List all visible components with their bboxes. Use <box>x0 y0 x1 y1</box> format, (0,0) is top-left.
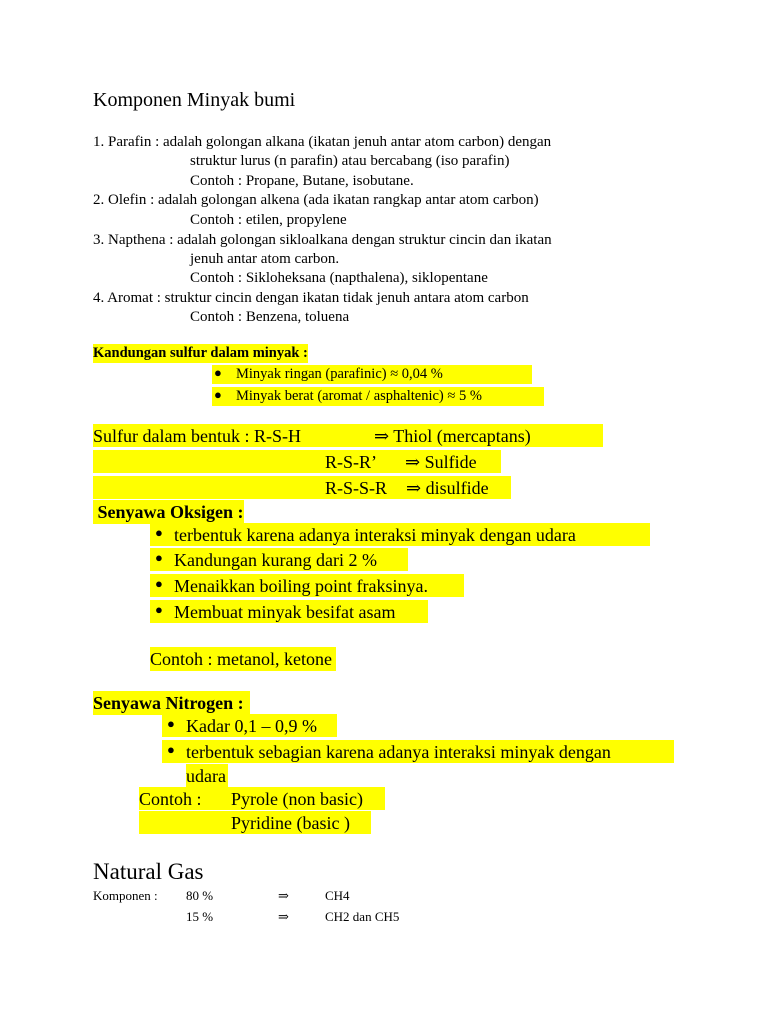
page-title: Komponen Minyak bumi <box>93 89 296 111</box>
natural-gas-row2-percent: 15 % <box>186 909 214 924</box>
bullet-dot-icon: ● <box>167 716 175 731</box>
list-item-parafin-cont: struktur lurus (n parafin) atau bercabang (iso parafin) <box>190 153 510 169</box>
oxygen-bullet-content: Kandungan kurang dari 2 % <box>174 550 377 570</box>
oxygen-bullet-formed: terbentuk karena adanya interaksi minyak dengan udara <box>174 525 576 545</box>
sulfur-bullet-row-2 <box>212 387 544 406</box>
sulfur-form-disulfide: ⇒ disulfide <box>406 478 489 498</box>
sulfur-form-row-2 <box>93 450 501 473</box>
nitrogen-bullet-row-2 <box>162 740 674 763</box>
oxygen-bullet-boiling: Menaikkan boiling point fraksinya. <box>174 576 428 596</box>
oxygen-bullet-row-1 <box>150 523 650 546</box>
list-item-olefin: 2. Olefin : adalah golongan alkena (ada ikatan rangkap antar atom carbon) <box>93 192 539 208</box>
nitrogen-example-row-2 <box>139 811 371 834</box>
arrow-right-icon: ⇒ <box>278 888 289 903</box>
arrow-right-icon: ⇒ <box>278 909 289 924</box>
oxygen-bullet-row-3 <box>150 574 464 597</box>
list-item-parafin: 1. Parafin : adalah golongan alkana (ikatan jenuh antar atom carbon) dengan <box>93 134 552 150</box>
sulfur-bullet-light: Minyak ringan (parafinic) ≈ 0,04 % <box>236 366 443 382</box>
bullet-dot-icon: ● <box>155 576 163 591</box>
oxygen-example: Contoh : metanol, ketone <box>150 647 336 671</box>
oxygen-bullet-acid: Membuat minyak besifat asam <box>174 602 396 622</box>
sulfur-form-rssr: R-S-S-R <box>325 478 388 498</box>
list-item-aromat: 4. Aromat : struktur cincin dengan ikatan tidak jenuh antara atom carbon <box>93 290 529 306</box>
nitrogen-example-row-1 <box>139 787 385 810</box>
nitrogen-example-pyridine: Pyridine (basic ) <box>231 813 350 833</box>
list-item-napthena-example: Contoh : Sikloheksana (napthalena), siklopentane <box>190 270 488 286</box>
sulfur-form-rsr: R-S-R’ <box>325 452 378 472</box>
natural-gas-title: Natural Gas <box>93 859 204 884</box>
bullet-dot-icon: ● <box>155 525 163 540</box>
list-item-parafin-example: Contoh : Propane, Butane, isobutane. <box>190 173 414 189</box>
list-item-napthena: 3. Napthena : adalah golongan sikloalkana dengan struktur cincin dan ikatan <box>93 232 552 248</box>
nitrogen-bullet-formed: terbentuk sebagian karena adanya interaksi minyak dengan <box>186 742 611 762</box>
sulfur-bullet-heavy: Minyak berat (aromat / asphaltenic) ≈ 5 % <box>236 388 482 404</box>
natural-gas-row1-percent: 80 % <box>186 888 214 903</box>
natural-gas-row2-value: CH2 dan CH5 <box>325 909 400 924</box>
natural-gas-label: Komponen : <box>93 888 158 903</box>
oxygen-heading: Senyawa Oksigen : <box>93 502 244 522</box>
bullet-dot-icon: ● <box>155 550 163 565</box>
sulfur-bullet-row-1 <box>212 365 532 384</box>
nitrogen-example-pyrole: Pyrole (non basic) <box>231 789 363 809</box>
bullet-dot-icon: ● <box>214 365 222 380</box>
bullet-dot-icon: ● <box>155 602 163 617</box>
sulfur-content-heading: Kandungan sulfur dalam minyak : <box>93 345 308 361</box>
sulfur-form-rsh: Sulfur dalam bentuk : R-S-H <box>93 426 301 446</box>
oxygen-bullet-row-4 <box>150 600 428 623</box>
nitrogen-bullet-row-1 <box>162 714 337 737</box>
natural-gas-row1-value: CH4 <box>325 888 350 903</box>
nitrogen-heading: Senyawa Nitrogen : <box>93 691 250 715</box>
sulfur-form-row-3 <box>93 476 511 499</box>
list-item-olefin-example: Contoh : etilen, propylene <box>190 212 347 228</box>
sulfur-form-thiol: ⇒ Thiol (mercaptans) <box>374 426 531 446</box>
nitrogen-example-label: Contoh : <box>139 789 202 809</box>
nitrogen-bullet-level: Kadar 0,1 – 0,9 % <box>186 716 317 736</box>
oxygen-bullet-row-2 <box>150 548 408 571</box>
sulfur-form-sulfide: ⇒ Sulfide <box>405 452 477 472</box>
bullet-dot-icon: ● <box>167 742 175 757</box>
bullet-dot-icon: ● <box>214 387 222 402</box>
list-item-aromat-example: Contoh : Benzena, toluena <box>190 309 350 325</box>
list-item-napthena-cont: jenuh antar atom carbon. <box>190 251 340 267</box>
nitrogen-bullet-formed-cont: udara <box>186 766 226 786</box>
sulfur-form-row-1 <box>93 424 603 447</box>
